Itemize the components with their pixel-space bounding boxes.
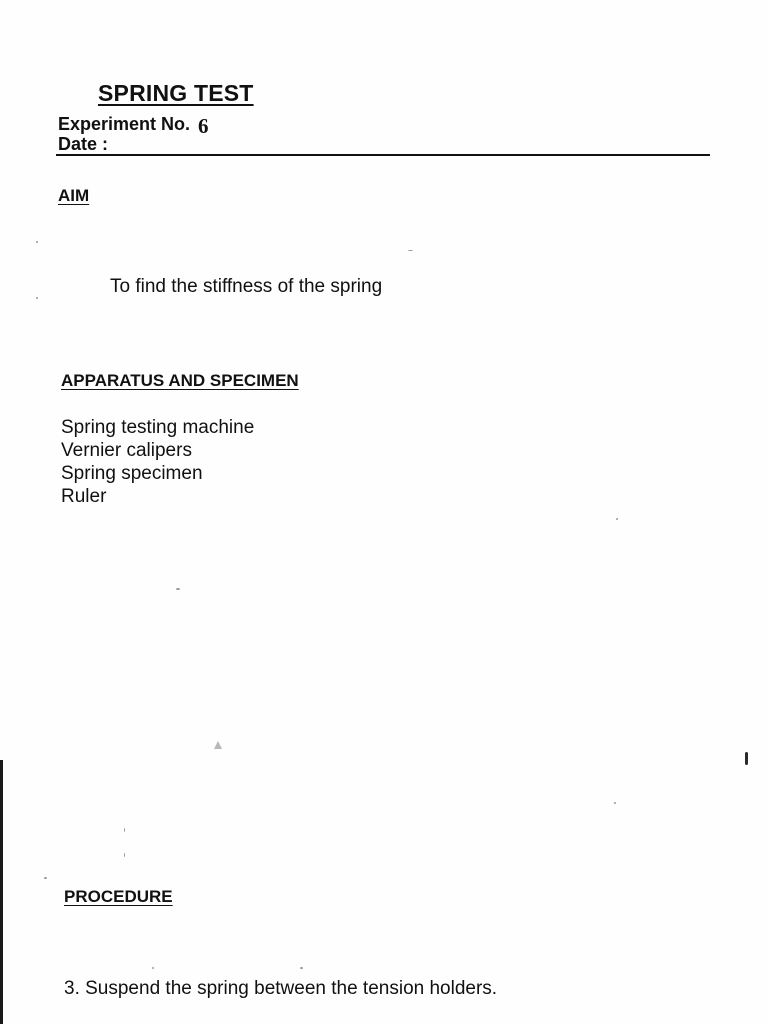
- apparatus-item: Spring specimen: [61, 463, 203, 484]
- scan-speck: [44, 877, 47, 879]
- apparatus-item: Spring testing machine: [61, 417, 255, 438]
- procedure-step: 3. Suspend the spring between the tension holders.: [64, 978, 498, 999]
- header-divider: [56, 154, 710, 156]
- apparatus-list: [61, 416, 254, 508]
- apparatus-heading: APPARATUS AND SPECIMEN: [61, 371, 299, 390]
- scan-speck: [214, 741, 222, 749]
- page-edge-shadow: [0, 760, 3, 1024]
- scan-speck: [614, 802, 616, 804]
- scan-speck: [616, 518, 618, 520]
- experiment-label: Experiment No.: [58, 114, 191, 134]
- scan-speck: [408, 250, 413, 251]
- apparatus-item: Vernier calipers: [61, 440, 192, 461]
- scan-speck: [176, 588, 180, 590]
- aim-text: To find the stiffness of the spring: [110, 276, 383, 297]
- scan-speck: [152, 967, 154, 969]
- scan-speck: [124, 853, 125, 857]
- aim-heading: AIM: [58, 186, 90, 205]
- experiment-number: 6: [198, 114, 209, 138]
- scan-speck: [300, 967, 303, 969]
- date-label: Date :: [58, 134, 109, 154]
- scan-speck: [36, 297, 38, 299]
- document-title: SPRING TEST: [98, 80, 254, 106]
- apparatus-item: Ruler: [61, 486, 107, 507]
- scan-speck: [124, 828, 125, 832]
- scan-mark: [745, 752, 748, 765]
- scan-speck: [36, 241, 38, 243]
- procedure-heading: PROCEDURE: [64, 887, 173, 906]
- experiment-line: [58, 111, 209, 136]
